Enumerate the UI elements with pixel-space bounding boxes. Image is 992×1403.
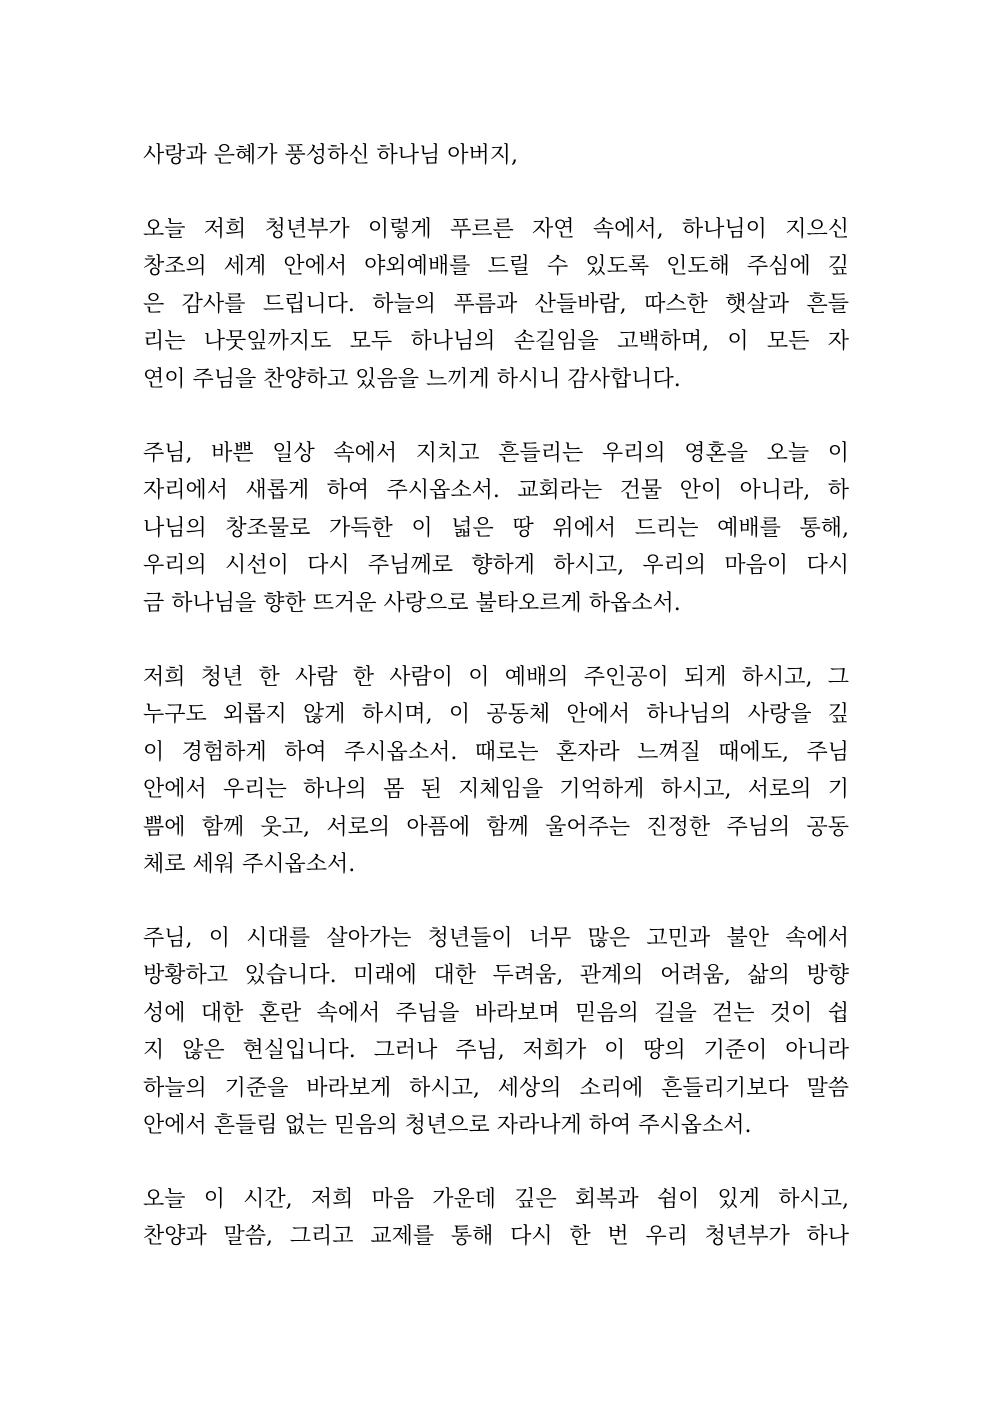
text-line: 지 않은 현실입니다. 그러나 주님, 저희가 이 땅의 기준이 아니라	[143, 1038, 849, 1064]
text-line: 우리의 시선이 다시 주님께로 향하게 하시고, 우리의 마음이 다시	[143, 553, 849, 579]
text-line: 창조의 세계 안에서 야외예배를 드릴 수 있도록 인도해 주심에 깊	[143, 254, 849, 280]
paragraph-2	[143, 435, 849, 622]
text-line: 금 하나님을 향한 뜨거운 사랑으로 불타오르게 하옵소서.	[143, 590, 681, 616]
text-line: 사랑과 은혜가 풍성하신 하나님 아버지,	[143, 143, 518, 168]
text-line: 오늘 이 시간, 저희 마음 가운데 깊은 회복과 쉼이 있게 하시고,	[143, 1187, 849, 1212]
text-line: 쁨에 함께 웃고, 서로의 아픔에 함께 울어주는 진정한 주님의 공동	[143, 814, 849, 840]
text-line: 저희 청년 한 사람 한 사람이 이 예배의 주인공이 되게 하시고, 그	[143, 665, 849, 690]
text-line: 체로 세워 주시옵소서.	[143, 851, 356, 877]
paragraph-3	[143, 659, 849, 883]
text-line: 주님, 바쁜 일상 속에서 지치고 흔들리는 우리의 영혼을 오늘 이	[143, 441, 849, 466]
text-line: 오늘 저희 청년부가 이렇게 푸르른 자연 속에서, 하나님이 지으신	[143, 217, 849, 242]
paragraph-1	[143, 211, 849, 398]
text-line: 성에 대한 혼란 속에서 주님을 바라보며 믿음의 길을 걷는 것이 쉽	[143, 1000, 849, 1026]
text-line: 안에서 우리는 하나의 몸 된 지체임을 기억하게 하시고, 서로의 기	[143, 777, 849, 803]
text-line: 찬양과 말씀, 그리고 교제를 통해 다시 한 번 우리 청년부가 하나	[143, 1224, 849, 1250]
text-line: 방황하고 있습니다. 미래에 대한 두려움, 관계의 어려움, 삶의 방향	[143, 963, 849, 989]
text-line: 주님, 이 시대를 살아가는 청년들이 너무 많은 고민과 불안 속에서	[143, 926, 849, 951]
text-line: 리는 나뭇잎까지도 모두 하나님의 손길임을 고백하며, 이 모든 자	[143, 329, 849, 355]
text-line: 연이 주님을 찬양하고 있음을 느끼게 하시니 감사합니다.	[143, 366, 681, 392]
text-line: 나님의 창조물로 가득한 이 넓은 땅 위에서 드리는 예배를 통해,	[143, 515, 849, 541]
text-line: 하늘의 기준을 바라보게 하시고, 세상의 소리에 흔들리기보다 말씀	[143, 1075, 849, 1101]
paragraph-4	[143, 920, 849, 1144]
text-line: 안에서 흔들림 없는 믿음의 청년으로 자라나게 하여 주시옵소서.	[143, 1112, 752, 1138]
text-line: 은 감사를 드립니다. 하늘의 푸름과 산들바람, 따스한 햇살과 흔들	[143, 291, 849, 317]
paragraph-5	[143, 1181, 849, 1256]
text-line: 누구도 외롭지 않게 하시며, 이 공동체 안에서 하나님의 사랑을 깊	[143, 702, 849, 728]
text-line: 이 경험하게 하여 주시옵소서. 때로는 혼자라 느껴질 때에도, 주님	[143, 739, 849, 765]
text-line: 자리에서 새롭게 하여 주시옵소서. 교회라는 건물 안이 아니라, 하	[143, 478, 849, 504]
greeting-line	[143, 137, 849, 174]
